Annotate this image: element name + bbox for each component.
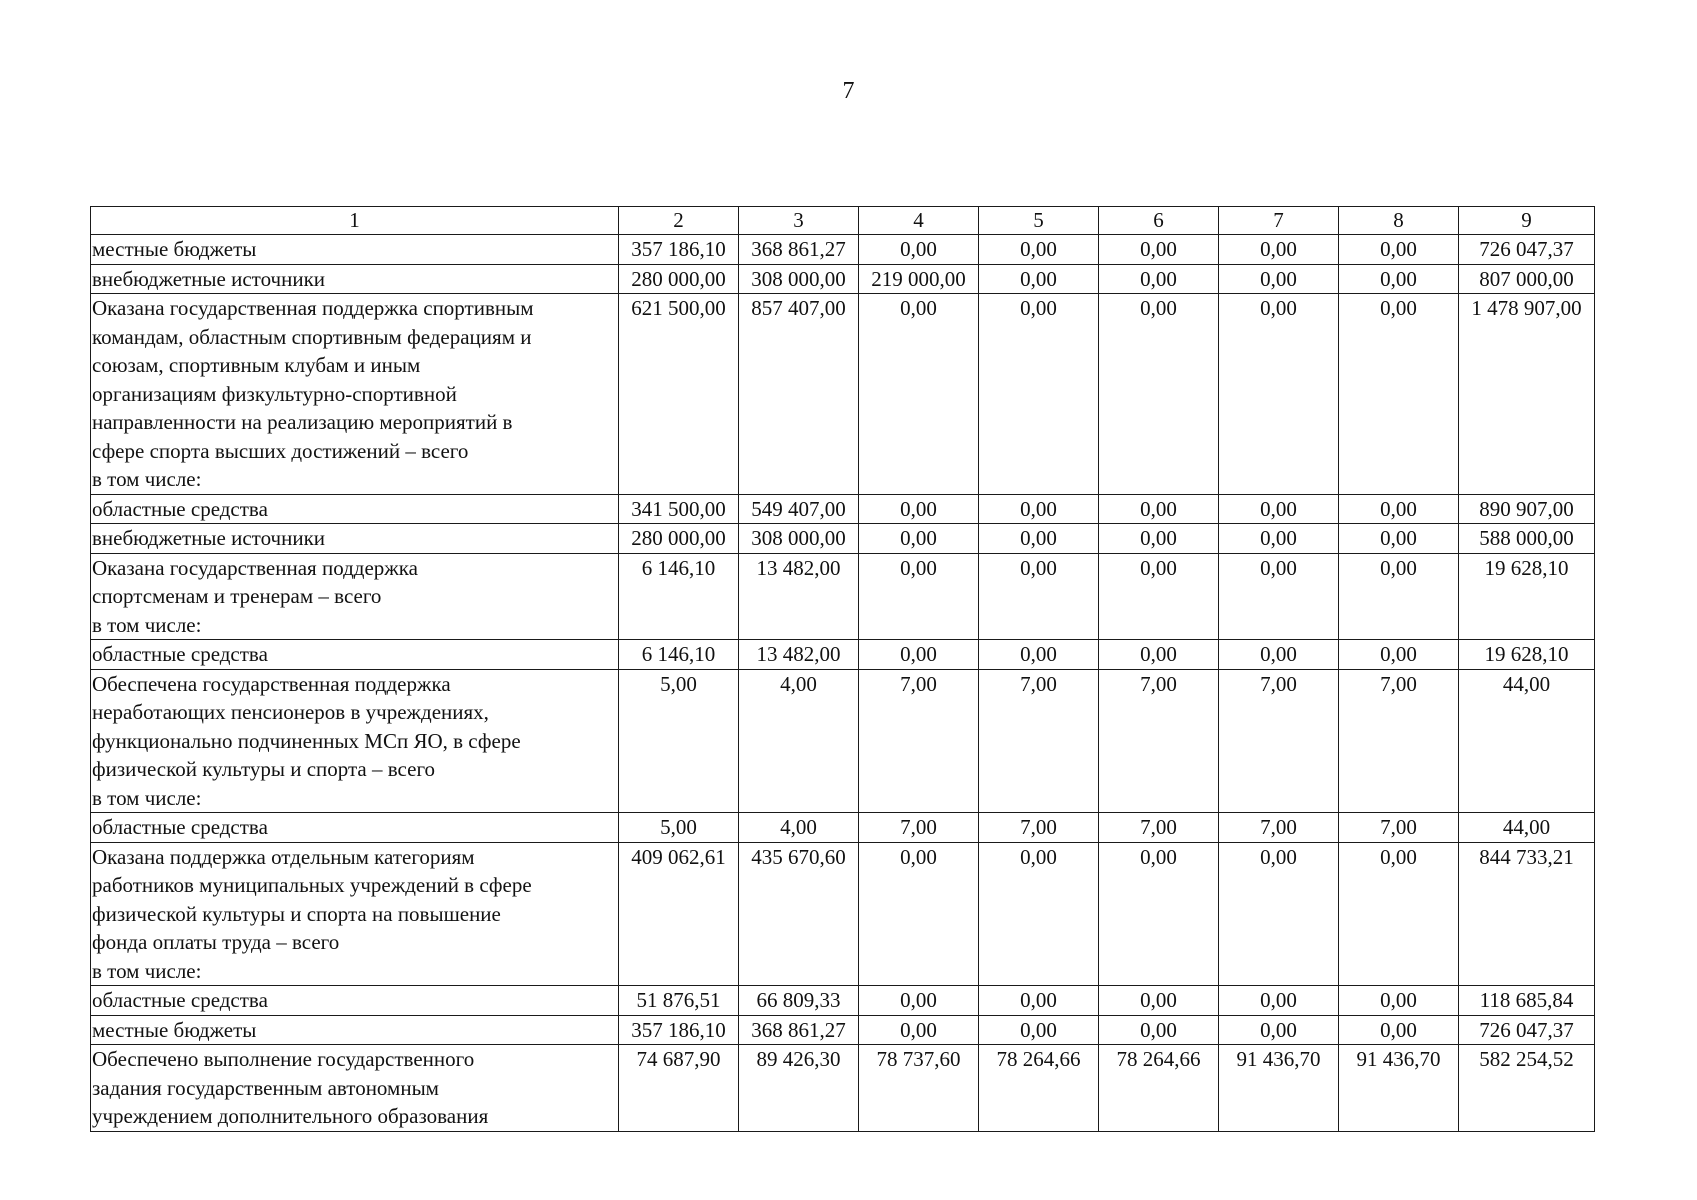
value-cell-col-7: 0,00 <box>1219 235 1339 265</box>
value-cell-col-5: 7,00 <box>979 813 1099 843</box>
row-label <box>91 842 619 986</box>
value-cell-col-8: 0,00 <box>1339 640 1459 670</box>
row-label <box>91 235 619 265</box>
row-label <box>91 669 619 813</box>
value-cell-col-4: 0,00 <box>859 842 979 986</box>
table-row <box>91 842 1595 986</box>
value-cell-col-9: 44,00 <box>1459 669 1595 813</box>
value-cell-col-2: 51 876,51 <box>619 986 739 1016</box>
value-cell-col-4: 219 000,00 <box>859 264 979 294</box>
row-label <box>91 813 619 843</box>
value-cell-col-7: 0,00 <box>1219 986 1339 1016</box>
value-cell-col-8: 7,00 <box>1339 813 1459 843</box>
value-cell-col-9: 582 254,52 <box>1459 1045 1595 1132</box>
value-cell-col-8: 7,00 <box>1339 669 1459 813</box>
value-cell-col-9: 1 478 907,00 <box>1459 294 1595 495</box>
value-cell-col-3: 4,00 <box>739 669 859 813</box>
table-body <box>91 207 1595 1132</box>
table-row <box>91 1045 1595 1132</box>
row-label-line: Обеспечена государственная поддержка <box>92 671 451 696</box>
row-label-line: Оказана поддержка отдельным категориям <box>92 844 475 869</box>
value-cell-col-9: 588 000,00 <box>1459 524 1595 554</box>
row-label-line: учреждением дополнительного образования <box>92 1104 489 1128</box>
value-cell-col-7: 0,00 <box>1219 494 1339 524</box>
value-cell-col-3: 13 482,00 <box>739 640 859 670</box>
row-label-line: областные средства <box>92 496 268 521</box>
row-label <box>91 986 619 1016</box>
value-cell-col-6: 7,00 <box>1099 813 1219 843</box>
value-cell-col-9: 44,00 <box>1459 813 1595 843</box>
value-cell-col-5: 0,00 <box>979 264 1099 294</box>
row-label-line: организациям физкультурно-спортивной <box>92 381 457 406</box>
value-cell-col-4: 0,00 <box>859 524 979 554</box>
value-cell-col-5: 0,00 <box>979 553 1099 640</box>
row-label-line: местные бюджеты <box>92 1017 257 1042</box>
table-row <box>91 986 1595 1016</box>
row-label-line: командам, областным спортивным федерациям и <box>92 324 532 349</box>
row-label-line: в том числе: <box>92 785 202 810</box>
row-label-line: местные бюджеты <box>92 237 257 261</box>
table-row <box>91 813 1595 843</box>
row-label-line: в том числе: <box>92 612 202 637</box>
value-cell-col-6: 0,00 <box>1099 553 1219 640</box>
value-cell-col-5: 0,00 <box>979 294 1099 495</box>
value-cell-col-8: 0,00 <box>1339 524 1459 554</box>
row-label-line: союзам, спортивным клубам и иным <box>92 353 421 377</box>
value-cell-col-8: 0,00 <box>1339 842 1459 986</box>
value-cell-col-2: 6 146,10 <box>619 640 739 670</box>
value-cell-col-9: 726 047,37 <box>1459 235 1595 265</box>
value-cell-col-7: 0,00 <box>1219 1015 1339 1045</box>
value-cell-col-4: 7,00 <box>859 669 979 813</box>
value-cell-col-4: 78 737,60 <box>859 1045 979 1132</box>
value-cell-col-3: 549 407,00 <box>739 494 859 524</box>
value-cell-col-3: 308 000,00 <box>739 264 859 294</box>
value-cell-col-2: 621 500,00 <box>619 294 739 495</box>
value-cell-col-9: 19 628,10 <box>1459 640 1595 670</box>
value-cell-col-8: 0,00 <box>1339 264 1459 294</box>
value-cell-col-3: 435 670,60 <box>739 842 859 986</box>
value-cell-col-9: 118 685,84 <box>1459 986 1595 1016</box>
value-cell-col-4: 0,00 <box>859 294 979 495</box>
value-cell-col-7: 0,00 <box>1219 294 1339 495</box>
row-label <box>91 640 619 670</box>
value-cell-col-5: 0,00 <box>979 235 1099 265</box>
row-label-line: внебюджетные источники <box>92 526 326 550</box>
value-cell-col-6: 0,00 <box>1099 494 1219 524</box>
table-row <box>91 640 1595 670</box>
value-cell-col-5: 0,00 <box>979 494 1099 524</box>
header-cell-6: 6 <box>1099 207 1219 235</box>
row-label-line: Оказана государственная поддержка <box>92 555 418 580</box>
value-cell-col-4: 7,00 <box>859 813 979 843</box>
value-cell-col-4: 0,00 <box>859 235 979 265</box>
value-cell-col-2: 357 186,10 <box>619 235 739 265</box>
header-row <box>91 207 1595 235</box>
value-cell-col-5: 0,00 <box>979 640 1099 670</box>
row-label-line: физической культуры и спорта на повышение <box>92 901 501 926</box>
row-label <box>91 1045 619 1132</box>
row-label-line: Оказана государственная поддержка спортивным <box>92 296 534 320</box>
value-cell-col-6: 78 264,66 <box>1099 1045 1219 1132</box>
value-cell-col-6: 0,00 <box>1099 1015 1219 1045</box>
value-cell-col-3: 368 861,27 <box>739 1015 859 1045</box>
value-cell-col-3: 4,00 <box>739 813 859 843</box>
value-cell-col-4: 0,00 <box>859 553 979 640</box>
value-cell-col-6: 7,00 <box>1099 669 1219 813</box>
value-cell-col-5: 0,00 <box>979 986 1099 1016</box>
value-cell-col-6: 0,00 <box>1099 986 1219 1016</box>
header-cell-2: 2 <box>619 207 739 235</box>
value-cell-col-3: 13 482,00 <box>739 553 859 640</box>
value-cell-col-8: 0,00 <box>1339 235 1459 265</box>
value-cell-col-5: 7,00 <box>979 669 1099 813</box>
value-cell-col-6: 0,00 <box>1099 235 1219 265</box>
value-cell-col-4: 0,00 <box>859 494 979 524</box>
row-label-line: спортсменам и тренерам – всего <box>92 584 382 608</box>
value-cell-col-6: 0,00 <box>1099 640 1219 670</box>
value-cell-col-2: 74 687,90 <box>619 1045 739 1132</box>
value-cell-col-3: 66 809,33 <box>739 986 859 1016</box>
value-cell-col-3: 89 426,30 <box>739 1045 859 1132</box>
value-cell-col-8: 91 436,70 <box>1339 1045 1459 1132</box>
row-label-line: физической культуры и спорта – всего <box>92 757 436 781</box>
value-cell-col-4: 0,00 <box>859 986 979 1016</box>
value-cell-col-7: 0,00 <box>1219 842 1339 986</box>
value-cell-col-9: 844 733,21 <box>1459 842 1595 986</box>
value-cell-col-5: 78 264,66 <box>979 1045 1099 1132</box>
header-cell-9: 9 <box>1459 207 1595 235</box>
row-label-line: внебюджетные источники <box>92 266 326 291</box>
value-cell-col-7: 7,00 <box>1219 669 1339 813</box>
value-cell-col-8: 0,00 <box>1339 1015 1459 1045</box>
header-cell-7: 7 <box>1219 207 1339 235</box>
value-cell-col-2: 5,00 <box>619 669 739 813</box>
table-row <box>91 294 1595 495</box>
page-number: 7 <box>842 78 855 104</box>
value-cell-col-3: 308 000,00 <box>739 524 859 554</box>
table-row <box>91 235 1595 265</box>
value-cell-col-2: 341 500,00 <box>619 494 739 524</box>
value-cell-col-7: 0,00 <box>1219 524 1339 554</box>
row-label-line: Обеспечено выполнение государственного <box>92 1047 475 1071</box>
value-cell-col-8: 0,00 <box>1339 494 1459 524</box>
header-cell-4: 4 <box>859 207 979 235</box>
header-cell-5: 5 <box>979 207 1099 235</box>
row-label <box>91 264 619 294</box>
value-cell-col-2: 280 000,00 <box>619 524 739 554</box>
value-cell-col-9: 19 628,10 <box>1459 553 1595 640</box>
value-cell-col-6: 0,00 <box>1099 294 1219 495</box>
row-label <box>91 1015 619 1045</box>
value-cell-col-5: 0,00 <box>979 524 1099 554</box>
row-label-line: областные средства <box>92 815 268 839</box>
row-label-line: областные средства <box>92 988 268 1012</box>
row-label-line: функционально подчиненных МСп ЯО, в сфере <box>92 728 521 753</box>
budget-table <box>90 206 1595 1132</box>
value-cell-col-2: 6 146,10 <box>619 553 739 640</box>
value-cell-col-2: 5,00 <box>619 813 739 843</box>
value-cell-col-8: 0,00 <box>1339 986 1459 1016</box>
value-cell-col-9: 890 907,00 <box>1459 494 1595 524</box>
table-row <box>91 264 1595 294</box>
value-cell-col-8: 0,00 <box>1339 553 1459 640</box>
value-cell-col-3: 857 407,00 <box>739 294 859 495</box>
row-label-line: в том числе: <box>92 958 202 983</box>
value-cell-col-7: 7,00 <box>1219 813 1339 843</box>
value-cell-col-7: 0,00 <box>1219 264 1339 294</box>
value-cell-col-7: 91 436,70 <box>1219 1045 1339 1132</box>
value-cell-col-9: 726 047,37 <box>1459 1015 1595 1045</box>
value-cell-col-3: 368 861,27 <box>739 235 859 265</box>
table-row <box>91 524 1595 554</box>
row-label-line: областные средства <box>92 642 268 666</box>
value-cell-col-2: 357 186,10 <box>619 1015 739 1045</box>
row-label <box>91 294 619 495</box>
header-cell-8: 8 <box>1339 207 1459 235</box>
value-cell-col-4: 0,00 <box>859 1015 979 1045</box>
header-cell-3: 3 <box>739 207 859 235</box>
row-label-line: задания государственным автономным <box>92 1075 439 1100</box>
value-cell-col-8: 0,00 <box>1339 294 1459 495</box>
table-row <box>91 494 1595 524</box>
row-label <box>91 553 619 640</box>
value-cell-col-7: 0,00 <box>1219 640 1339 670</box>
value-cell-col-5: 0,00 <box>979 1015 1099 1045</box>
row-label-line: фонда оплаты труда – всего <box>92 930 340 954</box>
value-cell-col-9: 807 000,00 <box>1459 264 1595 294</box>
value-cell-col-4: 0,00 <box>859 640 979 670</box>
row-label-line: работников муниципальных учреждений в сфере <box>92 873 532 897</box>
value-cell-col-7: 0,00 <box>1219 553 1339 640</box>
table-row <box>91 669 1595 813</box>
value-cell-col-2: 409 062,61 <box>619 842 739 986</box>
row-label-line: сфере спорта высших достижений – всего <box>92 438 469 463</box>
row-label-line: в том числе: <box>92 467 202 491</box>
value-cell-col-5: 0,00 <box>979 842 1099 986</box>
value-cell-col-6: 0,00 <box>1099 264 1219 294</box>
table-row <box>91 553 1595 640</box>
row-label <box>91 494 619 524</box>
value-cell-col-6: 0,00 <box>1099 842 1219 986</box>
header-cell-1: 1 <box>91 207 619 235</box>
row-label <box>91 524 619 554</box>
row-label-line: направленности на реализацию мероприятий в <box>92 410 513 434</box>
value-cell-col-6: 0,00 <box>1099 524 1219 554</box>
value-cell-col-2: 280 000,00 <box>619 264 739 294</box>
row-label-line: неработающих пенсионеров в учреждениях, <box>92 700 489 724</box>
table-row <box>91 1015 1595 1045</box>
